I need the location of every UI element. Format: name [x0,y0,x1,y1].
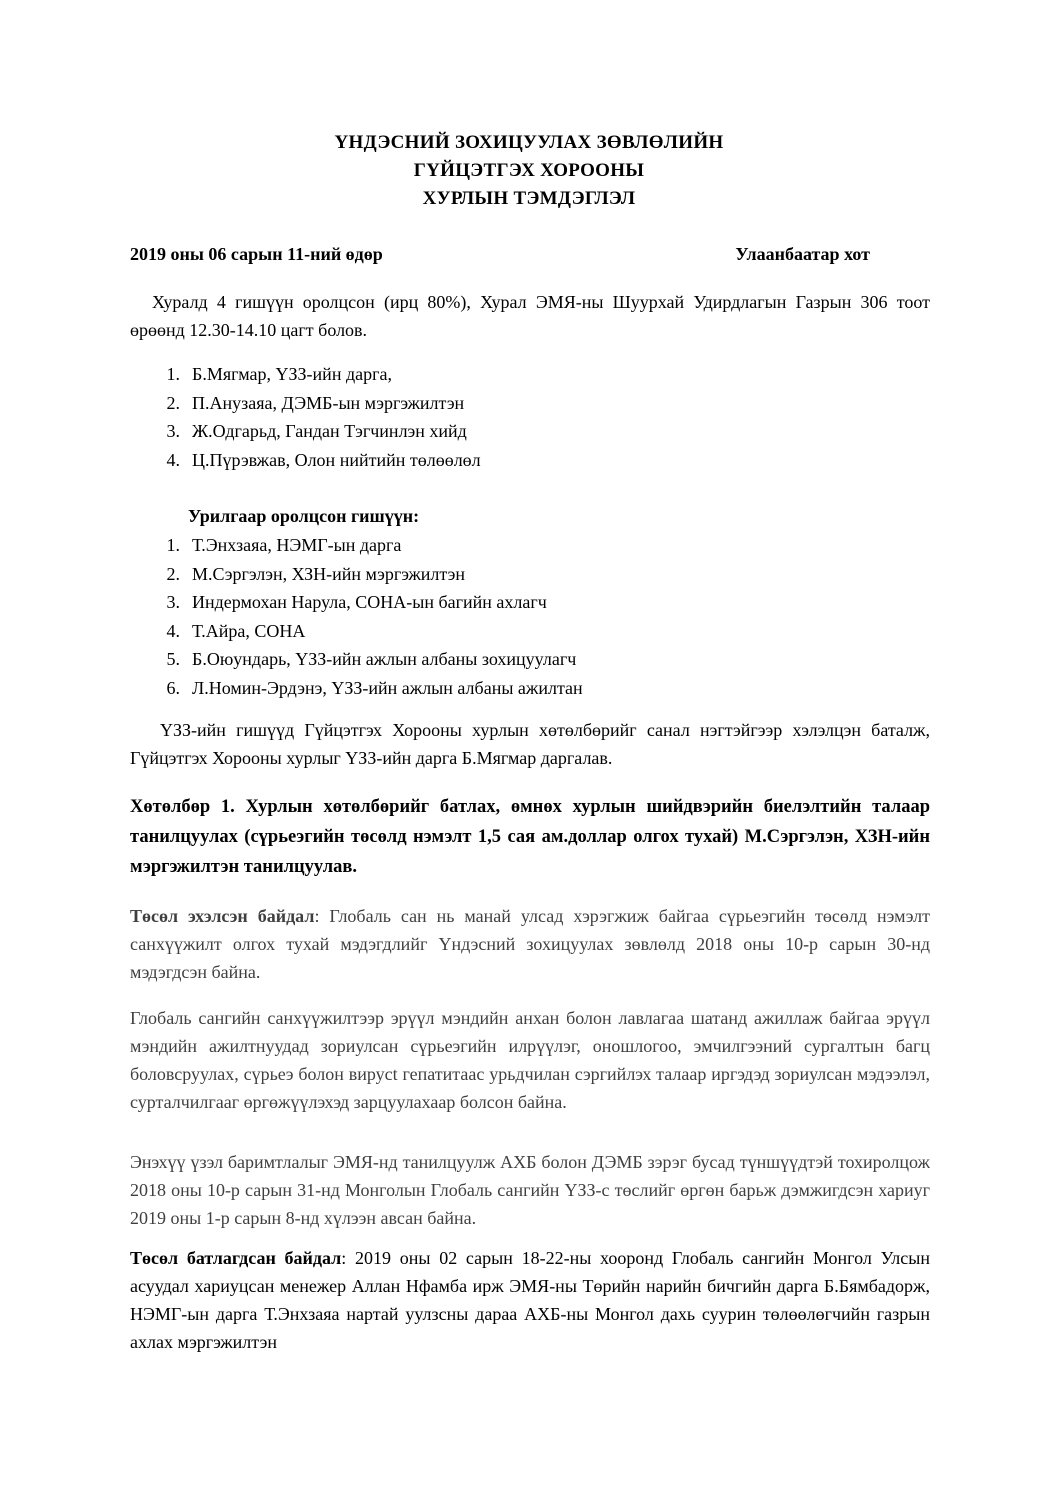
list-number: 6. [166,677,180,698]
title-line-2: ГҮЙЦЭТГЭХ ХОРООНЫ [413,160,645,181]
approval-paragraph: ҮЗЗ-ийн гишүүд Гүйцэтгэх Хорооны хурлын хөтөлбөрийг санал нэгтэйгээр хэлэлцэн баталж, Гүйцэтгэх Хорооны хурлыг ҮЗЗ-ийн дарга Б.Мягмар даргалав. [130,720,930,768]
list-text: П.Анузаяа, ДЭМБ-ын мэргэжилтэн [192,392,465,413]
list-number: 5. [166,649,180,669]
list-text: М.Сэргэлэн, ХЗН-ийн мэргэжилтэн [192,563,466,584]
list-text: Т.Айра, СОНА [192,620,306,641]
list-text: Л.Номин-Эрдэнэ, ҮЗЗ-ийн ажлын албаны ажилтан [192,677,583,698]
intro-paragraph: Хуралд 4 гишүүн оролцсон (ирц 80%), Хурал ЭМЯ-ны Шуурхай Удирдлагын Газрын 306 тоот өрөөнд 12.30-14.10 цагт болов. [130,292,930,340]
title-line-3: ХУРЛЫН ТЭМДЭГЛЭЛ [422,188,636,209]
list-text: Ц.Пүрэвжав, Олон нийтийн төлөөлөл [192,449,481,470]
invited-heading: Урилгаар оролцсон гишүүн: [188,506,420,526]
list-number: 2. [166,563,180,584]
project-start-label: Төсөл эхэлсэн байдал [130,906,315,926]
list-number: 2. [166,392,180,413]
funding-paragraph: Глобаль сангийн санхүүжилтээр эрүүл мэндийн анхан болон лавлагаа шатанд ажиллаж байгаа эрүүл мэндийн ажилтнуудад зориулсан сүрьеэгийн илрүүлэг, оношлогоо, эмчилгээний сургалтын багц боловсруулах, сүрьеэ болон вирусt гепатитаас урьдчилан сэргийлэх талаар иргэдэд зориулсан мэдээлэл, сурталчилгааг өргөжүүлэхэд зарцуулахаар болсон байна. [130,1008,930,1112]
list-text: Б.Оюундарь, ҮЗЗ-ийн ажлын албаны зохицуулагч [192,649,577,669]
list-number: 3. [166,592,180,612]
meeting-place: Улаанбаатар хот [735,244,870,264]
agenda-item-1: Хөтөлбөр 1. Хурлын хөтөлбөрийг батлах, өмнөх хурлын шийдвэрийн биелэлтийн талаар танилцуулах (сүрьеэгийн төсөлд нэмэлт 1,5 сая ам.доллар олгох тухай) М.Сэргэлэн, ХЗН-ийн мэргэжилтэн танилцуулав. [130,797,930,877]
list-text: Б.Мягмар, ҮЗЗ-ийн дарга, [192,364,392,384]
concept-paragraph: Энэхүү үзэл баримтлалыг ЭМЯ-нд танилцуулж АХБ болон ДЭМБ зэрэг бусад түншүүдтэй тохиролцож 2018 оны 10-р сарын 31-нд Монголын Глобаль сангийн ҮЗЗ-с төслийг өргөн барьж дэмжигдсэн хариуг 2019 оны 1-р сарын 8-нд хүлээн авсан байна. [130,1152,930,1228]
project-approved-paragraph [130,1244,930,1356]
list-text: Индермохан Нарула, СОНА-ын багийн ахлагч [192,592,547,612]
project-approved-text: : 2019 оны 02 сарын 18-22-ны хооронд Глобаль сангийн Монгол Улсын асуудал хариуцсан менежер Аллан Нфамба ирж ЭМЯ-ны Төрийн нарийн бичгийн дарга Б.Бямбадорж, НЭМГ-ын дарга Т.Энхзаяа нартай уулзсны дараа АХБ-ны Монгол дахь суурин төлөөлөгчийн газрын ахлах мэргэжилтэн [130,1248,930,1352]
list-number: 1. [166,364,180,384]
title-line-1: ҮНДЭСНИЙ ЗОХИЦУУЛАХ ЗӨВЛӨЛИЙН [334,132,724,153]
list-number: 1. [166,535,180,555]
project-start-text: : Глобаль сан нь манай улсад хэрэгжиж байгаа сүрьеэгийн төсөлд нэмэлт санхүүжилт олгох тухай мэдэгдлийг Үндэсний зохицуулах зөвлөлд 2018 оны 10-р сарын 30-нд мэдэгдсэн байна. [130,906,930,982]
meeting-date: 2019 оны 06 сарын 11-ний өдөр [130,244,383,264]
project-start-paragraph [130,902,930,986]
list-number: 4. [166,620,180,641]
list-number: 4. [166,449,180,470]
list-text: Т.Энхзаяа, НЭМГ-ын дарга [192,535,402,555]
project-approved-label: Төсөл батлагдсан байдал [130,1248,342,1268]
list-number: 3. [166,421,180,441]
list-text: Ж.Одгарьд, Гандан Тэгчинлэн хийд [192,421,467,441]
